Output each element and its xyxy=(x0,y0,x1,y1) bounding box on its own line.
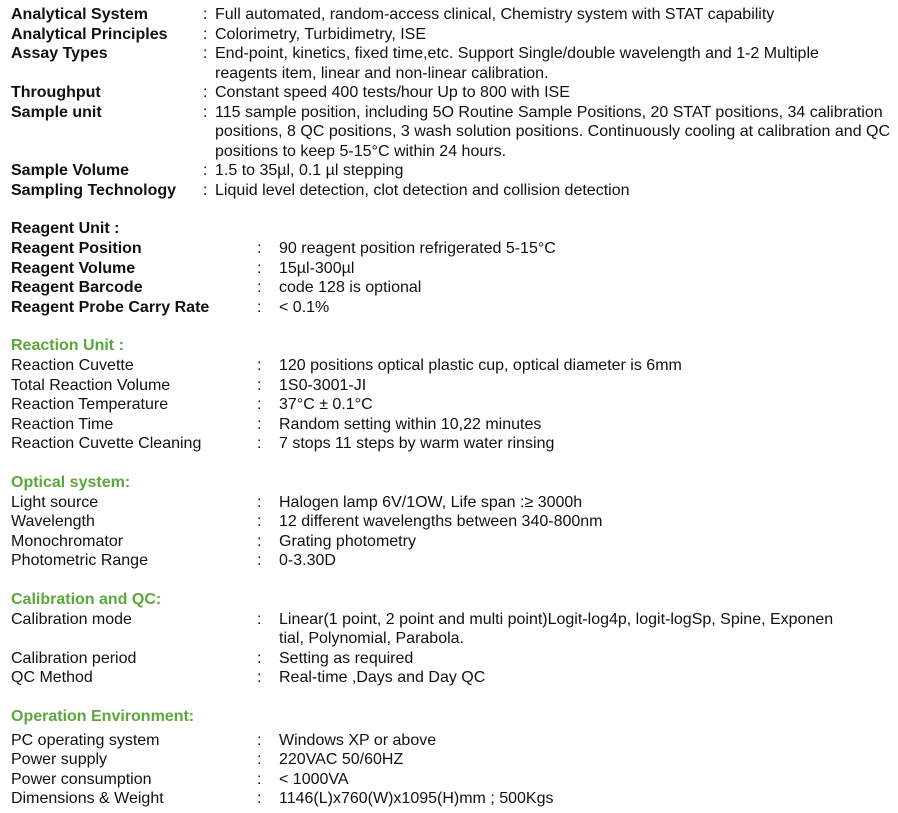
spec-row xyxy=(11,434,891,454)
spec-value: 220VAC 50/60HZ xyxy=(279,751,404,768)
spec-separator: : xyxy=(203,6,208,23)
section-heading: Reagent Unit : xyxy=(11,220,120,237)
spec-label: Analytical System xyxy=(11,6,148,23)
spec-label: QC Method xyxy=(11,669,93,686)
section-calibration-qc xyxy=(11,590,891,688)
spec-separator: : xyxy=(257,493,262,511)
spec-value: 90 reagent position refrigerated 5-15°C xyxy=(279,240,556,257)
system-specs xyxy=(11,5,891,200)
spec-label: Reagent Position xyxy=(11,240,142,257)
spec-row xyxy=(11,239,891,259)
section-optical-system xyxy=(11,473,891,571)
spec-separator: : xyxy=(257,376,262,394)
spec-value: 1146(L)x760(W)x1095(H)mm ; 500Kgs xyxy=(279,790,554,807)
spec-label: Calibration mode xyxy=(11,610,132,628)
section-heading: Optical system: xyxy=(11,473,131,491)
spec-label: Light source xyxy=(11,493,99,511)
spec-label: Assay Types xyxy=(11,45,108,62)
spec-label: PC operating system xyxy=(11,731,160,749)
spec-separator: : xyxy=(257,770,262,788)
spec-label: Power consumption xyxy=(11,770,152,788)
spec-row xyxy=(11,278,891,298)
section-reagent-unit xyxy=(11,219,891,317)
section-heading: Operation Environment: xyxy=(11,707,195,725)
section-reaction-unit xyxy=(11,336,891,454)
spec-label: Reagent Barcode xyxy=(11,279,143,296)
spec-row xyxy=(11,750,891,770)
spec-separator: : xyxy=(257,279,262,296)
spec-label: Reaction Cuvette Cleaning xyxy=(11,435,202,452)
spec-row-sample-volume xyxy=(11,161,891,181)
spec-value: Windows XP or above xyxy=(279,731,437,749)
spec-row xyxy=(11,551,891,571)
spec-separator: : xyxy=(257,669,262,686)
spec-value: Halogen lamp 6V/1OW, Life span :≥ 3000h xyxy=(279,493,583,511)
spec-separator: : xyxy=(203,103,208,121)
spec-label: Sample unit xyxy=(11,103,102,121)
spec-separator: : xyxy=(203,45,208,62)
spec-label: Reaction Cuvette xyxy=(11,357,134,374)
spec-row xyxy=(11,376,891,396)
spec-value: Linear(1 point, 2 point and multi point)Logit-log4p, logit-logSp, Spine, Exponen tial, Polynomial, Parabola. xyxy=(279,610,834,647)
spec-row xyxy=(11,356,891,376)
spec-label: Dimensions & Weight xyxy=(11,790,164,807)
spec-label: Sampling Technology xyxy=(11,181,177,199)
spec-label: Monochromator xyxy=(11,532,124,550)
spec-label: Power supply xyxy=(11,751,108,768)
spec-separator: : xyxy=(257,396,262,413)
spec-row xyxy=(11,610,891,649)
spec-row xyxy=(11,789,891,809)
spec-value: 15µl-300µl xyxy=(279,259,355,277)
spec-row-throughput xyxy=(11,83,891,103)
spec-label: Wavelength xyxy=(11,513,95,530)
spec-value: Colorimetry, Turbidimetry, ISE xyxy=(215,25,427,43)
spec-separator: : xyxy=(257,298,262,316)
spec-row xyxy=(11,668,891,688)
section-heading: Calibration and QC: xyxy=(11,590,162,608)
spec-label: Photometric Range xyxy=(11,552,148,569)
spec-value: 0-3.30D xyxy=(279,552,336,569)
spec-separator: : xyxy=(257,751,262,768)
spec-separator: : xyxy=(257,240,262,257)
spec-value: code 128 is optional xyxy=(279,279,422,296)
spec-separator: : xyxy=(203,84,208,101)
spec-separator: : xyxy=(257,513,262,530)
spec-value: Random setting within 10,22 minutes xyxy=(279,415,542,433)
spec-label: Analytical Principles xyxy=(11,25,168,43)
spec-row-sampling-technology xyxy=(11,181,891,201)
spec-label: Calibration period xyxy=(11,649,137,667)
spec-row-analytical-principles xyxy=(11,25,891,45)
spec-label: Reaction Temperature xyxy=(11,396,169,413)
spec-label: Sample Volume xyxy=(11,162,129,179)
spec-value: 115 sample position, including 5O Routine Sample Positions, 20 STAT positions, 34 calibration positions, 8 QC positions, 3 wash solution positions. Continuously cooling at calibration and QC positions to keep 5-15°C within 24 hours. xyxy=(215,103,891,160)
spec-sheet xyxy=(11,5,891,809)
spec-row xyxy=(11,395,891,415)
spec-row xyxy=(11,649,891,669)
spec-row-sample-unit xyxy=(11,103,891,162)
spec-value: Constant speed 400 tests/hour Up to 800 with ISE xyxy=(215,84,570,101)
spec-value: < 1000VA xyxy=(279,770,349,788)
spec-row xyxy=(11,770,891,790)
spec-separator: : xyxy=(257,435,262,452)
spec-separator: : xyxy=(257,357,262,374)
spec-value: 37°C ± 0.1°C xyxy=(279,396,373,413)
spec-separator: : xyxy=(257,532,262,550)
spec-row xyxy=(11,532,891,552)
spec-label: Total Reaction Volume xyxy=(11,376,171,394)
spec-separator: : xyxy=(257,415,262,433)
spec-value: End-point, kinetics, fixed time,etc. Support Single/double wavelength and 1-2 Multiple reagents item, linear and non-linear calibration. xyxy=(215,45,819,82)
spec-row xyxy=(11,512,891,532)
spec-separator: : xyxy=(203,25,208,43)
spec-value: Setting as required xyxy=(279,649,414,667)
spec-separator: : xyxy=(257,790,262,807)
spec-label: Throughput xyxy=(11,84,101,101)
section-operation-environment xyxy=(11,707,891,809)
spec-value: 1S0-3001-JI xyxy=(279,376,367,394)
spec-label: Reagent Probe Carry Rate xyxy=(11,298,210,316)
spec-value: 120 positions optical plastic cup, optical diameter is 6mm xyxy=(279,357,682,374)
spec-row xyxy=(11,259,891,279)
spec-row-analytical-system xyxy=(11,5,891,25)
spec-value: Liquid level detection, clot detection and collision detection xyxy=(215,181,630,199)
spec-row xyxy=(11,298,891,318)
spec-row xyxy=(11,493,891,513)
spec-label: Reaction Time xyxy=(11,415,114,433)
spec-value: 1.5 to 35µl, 0.1 µl stepping xyxy=(215,162,404,179)
spec-row xyxy=(11,731,891,751)
spec-value: Real-time ,Days and Day QC xyxy=(279,669,486,686)
spec-separator: : xyxy=(257,259,262,277)
section-heading: Reaction Unit : xyxy=(11,337,124,354)
spec-row xyxy=(11,415,891,435)
spec-separator: : xyxy=(203,162,208,179)
spec-separator: : xyxy=(203,181,208,199)
spec-label: Reagent Volume xyxy=(11,259,136,277)
spec-value: < 0.1% xyxy=(279,298,330,316)
spec-value: Full automated, random-access clinical, Chemistry system with STAT capability xyxy=(215,6,775,23)
spec-separator: : xyxy=(257,731,262,749)
spec-separator: : xyxy=(257,649,262,667)
spec-separator: : xyxy=(257,552,262,569)
spec-value: Grating photometry xyxy=(279,532,416,550)
spec-row-assay-types xyxy=(11,44,891,83)
spec-value: 12 different wavelengths between 340-800nm xyxy=(279,513,603,530)
spec-value: 7 stops 11 steps by warm water rinsing xyxy=(279,435,555,452)
spec-separator: : xyxy=(257,610,262,628)
